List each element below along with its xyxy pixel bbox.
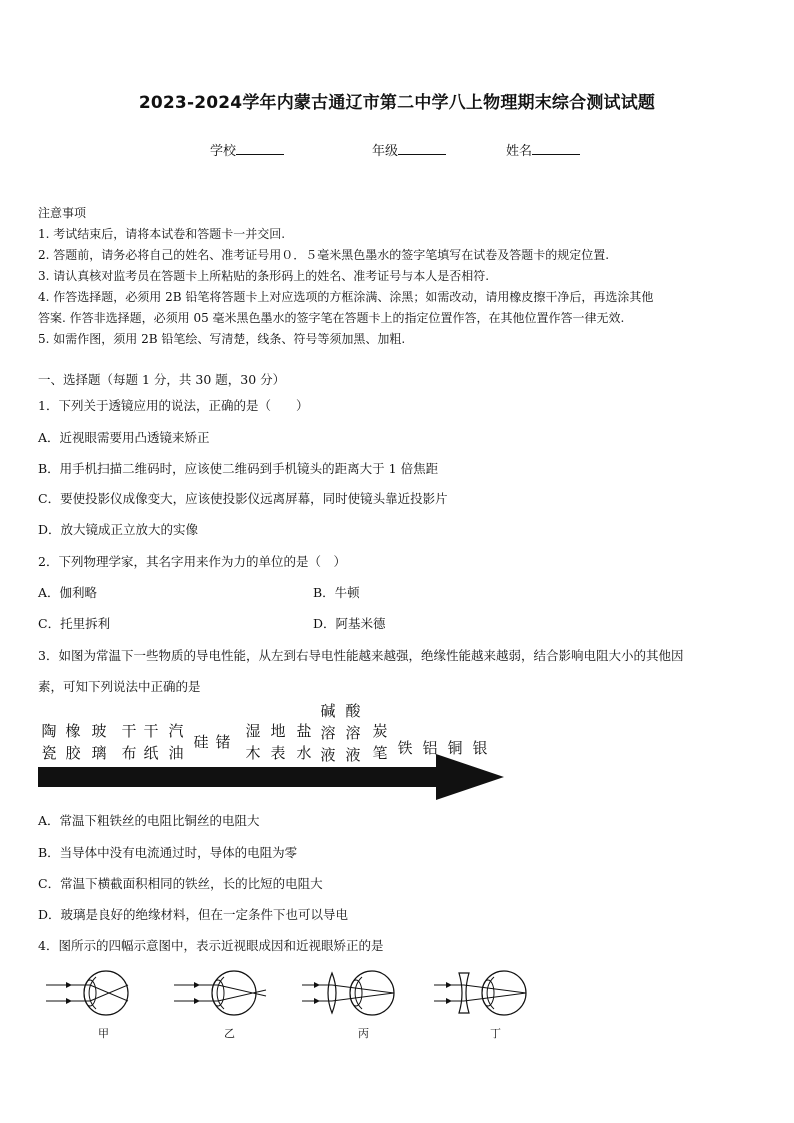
q3-option-d[interactable]: D．玻璃是良好的绝缘材料，但在一定条件下也可以导电 xyxy=(38,907,349,922)
material-label: 橡胶 xyxy=(65,722,81,762)
q2-option-d[interactable]: D．阿基米德 xyxy=(313,616,386,631)
eye-label-jia: 甲 xyxy=(98,1027,109,1040)
material-label: 锗 xyxy=(215,733,231,751)
q1-option-a[interactable]: A．近视眼需要用凸透镜来矫正 xyxy=(38,430,210,445)
material-label: 干纸 xyxy=(143,722,159,762)
note-item: 1. 考试结束后，请将本试卷和答题卡一并交回. xyxy=(38,227,286,241)
note-item: 答案. 作答非选择题，必须用 05 毫米黑色墨水的签字笔在答题卡上的指定位置作答，在其他位置作答一律无效. xyxy=(38,311,625,325)
material-label: 陶瓷 xyxy=(41,722,57,762)
q1-option-b[interactable]: B．用手机扫描二维码时，应该使二维码到手机镜头的距离大于 1 倍焦距 xyxy=(38,461,439,476)
conductivity-figure xyxy=(38,700,508,810)
note-item: 3. 请认真核对监考员在答题卡上所粘贴的条形码上的姓名、准考证号与本人是否相符. xyxy=(38,269,490,283)
material-label: 银 xyxy=(472,739,488,757)
material-label: 汽油 xyxy=(168,722,184,762)
q1-option-d[interactable]: D．放大镜成正立放大的实像 xyxy=(38,522,199,537)
grade-blank[interactable] xyxy=(398,141,446,155)
notes-heading: 注意事项 xyxy=(38,206,87,220)
eye-label-bing: 丙 xyxy=(358,1027,369,1040)
q3-option-c[interactable]: C．常温下横截面积相同的铁丝，长的比短的电阻大 xyxy=(38,876,323,891)
eye-diagrams xyxy=(38,965,538,1045)
section-heading: 一、选择题（每题 1 分，共 30 题，30 分） xyxy=(38,372,286,387)
school-label: 学校 xyxy=(210,144,237,159)
eye-diagram-yi xyxy=(166,965,276,1025)
material-label: 盐水 xyxy=(296,722,312,762)
conductivity-arrow xyxy=(38,754,508,804)
q1-stem: 1．下列关于透镜应用的说法，正确的是（ ） xyxy=(38,398,309,413)
q3-stem-line1: 3．如图为常温下一些物质的导电性能，从左到右导电性能越来越强，绝缘性能越来越弱，结合影响电阻大小的其他因 xyxy=(38,648,684,663)
name-blank[interactable] xyxy=(532,141,580,155)
name-label: 姓名 xyxy=(506,144,533,159)
eye-label-ding: 丁 xyxy=(490,1027,501,1040)
name-field[interactable] xyxy=(506,140,580,159)
eye-diagram-bing xyxy=(296,965,411,1025)
page-title: 2023-2024学年内蒙古通辽市第二中学八上物理期末综合测试试题 xyxy=(138,93,656,113)
material-label: 玻璃 xyxy=(91,722,107,762)
q2-option-a[interactable]: A．伽利略 xyxy=(38,585,98,600)
material-label: 干布 xyxy=(121,722,137,762)
material-label: 湿木 xyxy=(245,722,261,762)
q1-option-c[interactable]: C．要使投影仪成像变大，应该使投影仪远离屏幕，同时使镜头靠近投影片 xyxy=(38,491,448,506)
material-label: 铁 xyxy=(397,739,413,757)
material-label: 铝 xyxy=(422,739,438,757)
material-label: 炭笔 xyxy=(372,722,388,762)
note-item: 4. 作答选择题，必须用 2B 铅笔将答题卡上对应选项的方框涂满、涂黑；如需改动，请用橡皮擦干净后，再选涂其他 xyxy=(38,290,654,304)
q2-option-b[interactable]: B．牛顿 xyxy=(313,585,360,600)
grade-field[interactable] xyxy=(372,140,446,159)
eye-diagram-ding xyxy=(428,965,543,1025)
material-label: 酸溶液 xyxy=(345,702,361,764)
q4-stem: 4．图所示的四幅示意图中，表示近视眼成因和近视眼矫正的是 xyxy=(38,938,384,953)
q2-option-c[interactable]: C．托里拆利 xyxy=(38,616,111,631)
q3-stem-line2: 素，可知下列说法中正确的是 xyxy=(38,679,201,694)
note-item: 2. 答题前，请务必将自己的姓名、准考证号用０．５毫米黑色墨水的签字笔填写在试卷及答题卡的规定位置. xyxy=(38,248,610,262)
material-label: 硅 xyxy=(193,733,209,751)
q3-option-b[interactable]: B．当导体中没有电流通过时，导体的电阻为零 xyxy=(38,845,298,860)
grade-label: 年级 xyxy=(372,144,399,159)
material-label: 铜 xyxy=(447,739,463,757)
material-label: 地表 xyxy=(270,722,286,762)
eye-label-yi: 乙 xyxy=(224,1027,235,1040)
eye-diagram-jia xyxy=(38,965,148,1025)
school-blank[interactable] xyxy=(236,141,284,155)
material-label: 碱溶液 xyxy=(320,702,336,764)
q2-stem: 2．下列物理学家，其名字用来作为力的单位的是（ ） xyxy=(38,554,346,569)
note-item: 5. 如需作图，须用 2B 铅笔绘、写清楚，线条、符号等须加黑、加粗. xyxy=(38,332,406,346)
school-field[interactable] xyxy=(210,140,284,159)
q3-option-a[interactable]: A．常温下粗铁丝的电阻比铜丝的电阻大 xyxy=(38,813,260,828)
